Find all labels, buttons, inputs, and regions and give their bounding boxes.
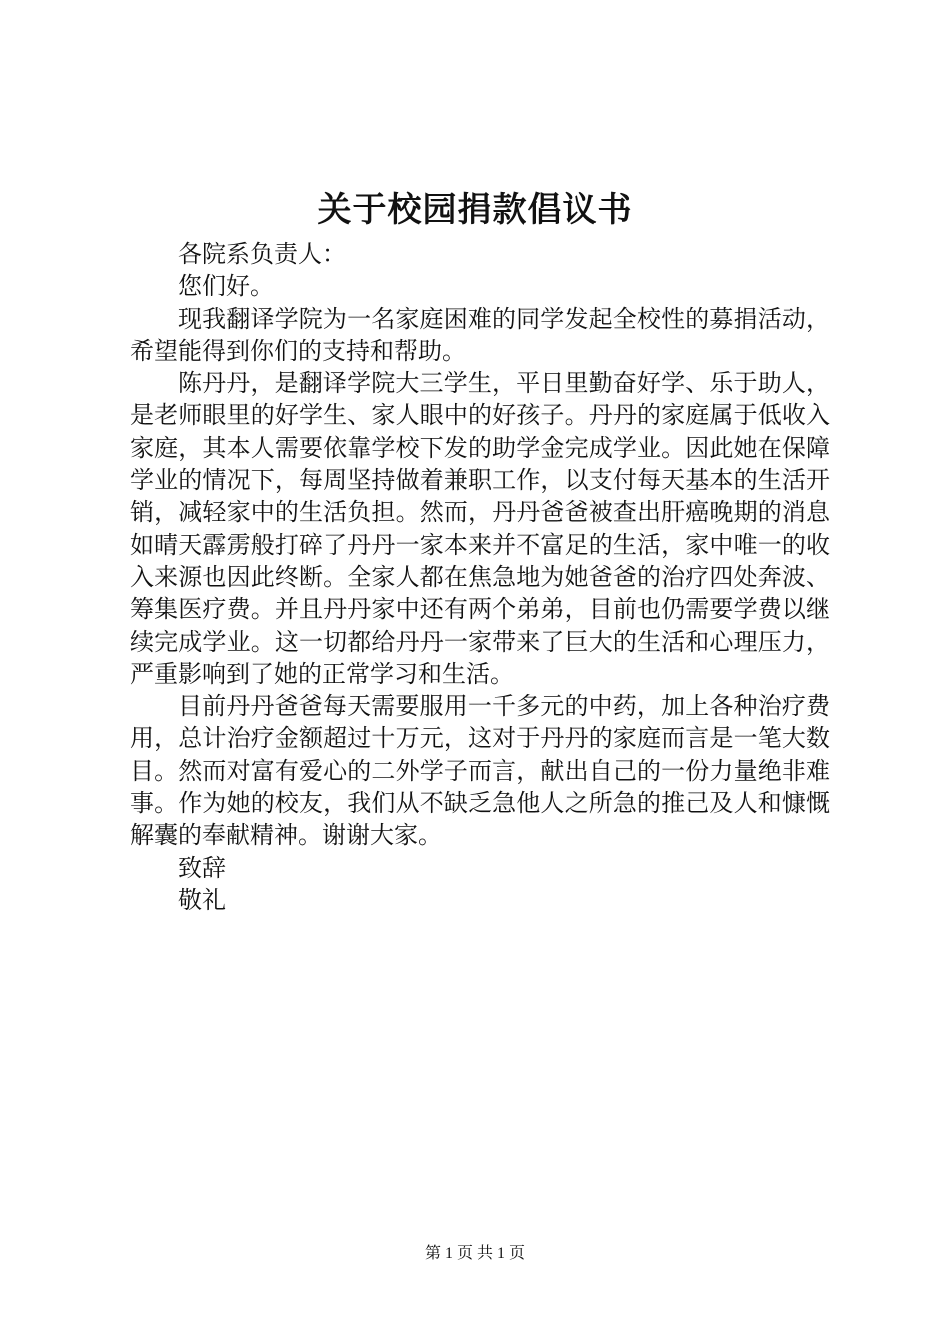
closing-word: 致辞	[178, 853, 226, 882]
closing-regards: 敬礼	[178, 885, 226, 914]
page-number: 第 1 页 共 1 页	[424, 1245, 525, 1262]
paragraph-appeal: 目前丹丹爸爸每天需要服用一千多元的中药，加上各种治疗费用，总计治疗金额超过十万元，这对于丹丹的家庭而言是一笔大数目。然而对富有爱心的二外学子而言，献出自己的一份力量绝非难事。作为她的校友，我们从不缺乏急他人之所急的推己及人和慷慨解囊的奉献精神。谢谢大家。	[130, 692, 830, 850]
paragraph-background: 陈丹丹，是翻译学院大三学生，平日里勤奋好学、乐于助人，是老师眼里的好学生、家人眼中的好孩子。丹丹的家庭属于低收入家庭，其本人需要依靠学校下发的助学金完成学业。因此她在保障学业的情况下，每周坚持做着兼职工作，以支付每天基本的生活开销，减轻家中的生活负担。然而，丹丹爸爸被查出肝癌晚期的消息如晴天霹雳般打碎了丹丹一家本来并不富足的生活，家中唯一的收入来源也因此终断。全家人都在焦急地为她爸爸的治疗四处奔波、筹集医疗费。并且丹丹家中还有两个弟弟，目前也仍需要学费以继续完成学业。这一切都给丹丹一家带来了巨大的生活和心理压力，严重影响到了她的正常学习和生活。	[130, 369, 830, 688]
salutation: 各院系负责人：	[178, 240, 346, 268]
greeting: 您们好。	[178, 272, 274, 301]
paragraph-intro: 现我翻译学院为一名家庭困难的同学发起全校性的募捐活动，希望能得到你们的支持和帮助。	[130, 304, 830, 365]
document-title: 关于校园捐款倡议书	[317, 190, 633, 230]
document-body	[130, 238, 830, 916]
